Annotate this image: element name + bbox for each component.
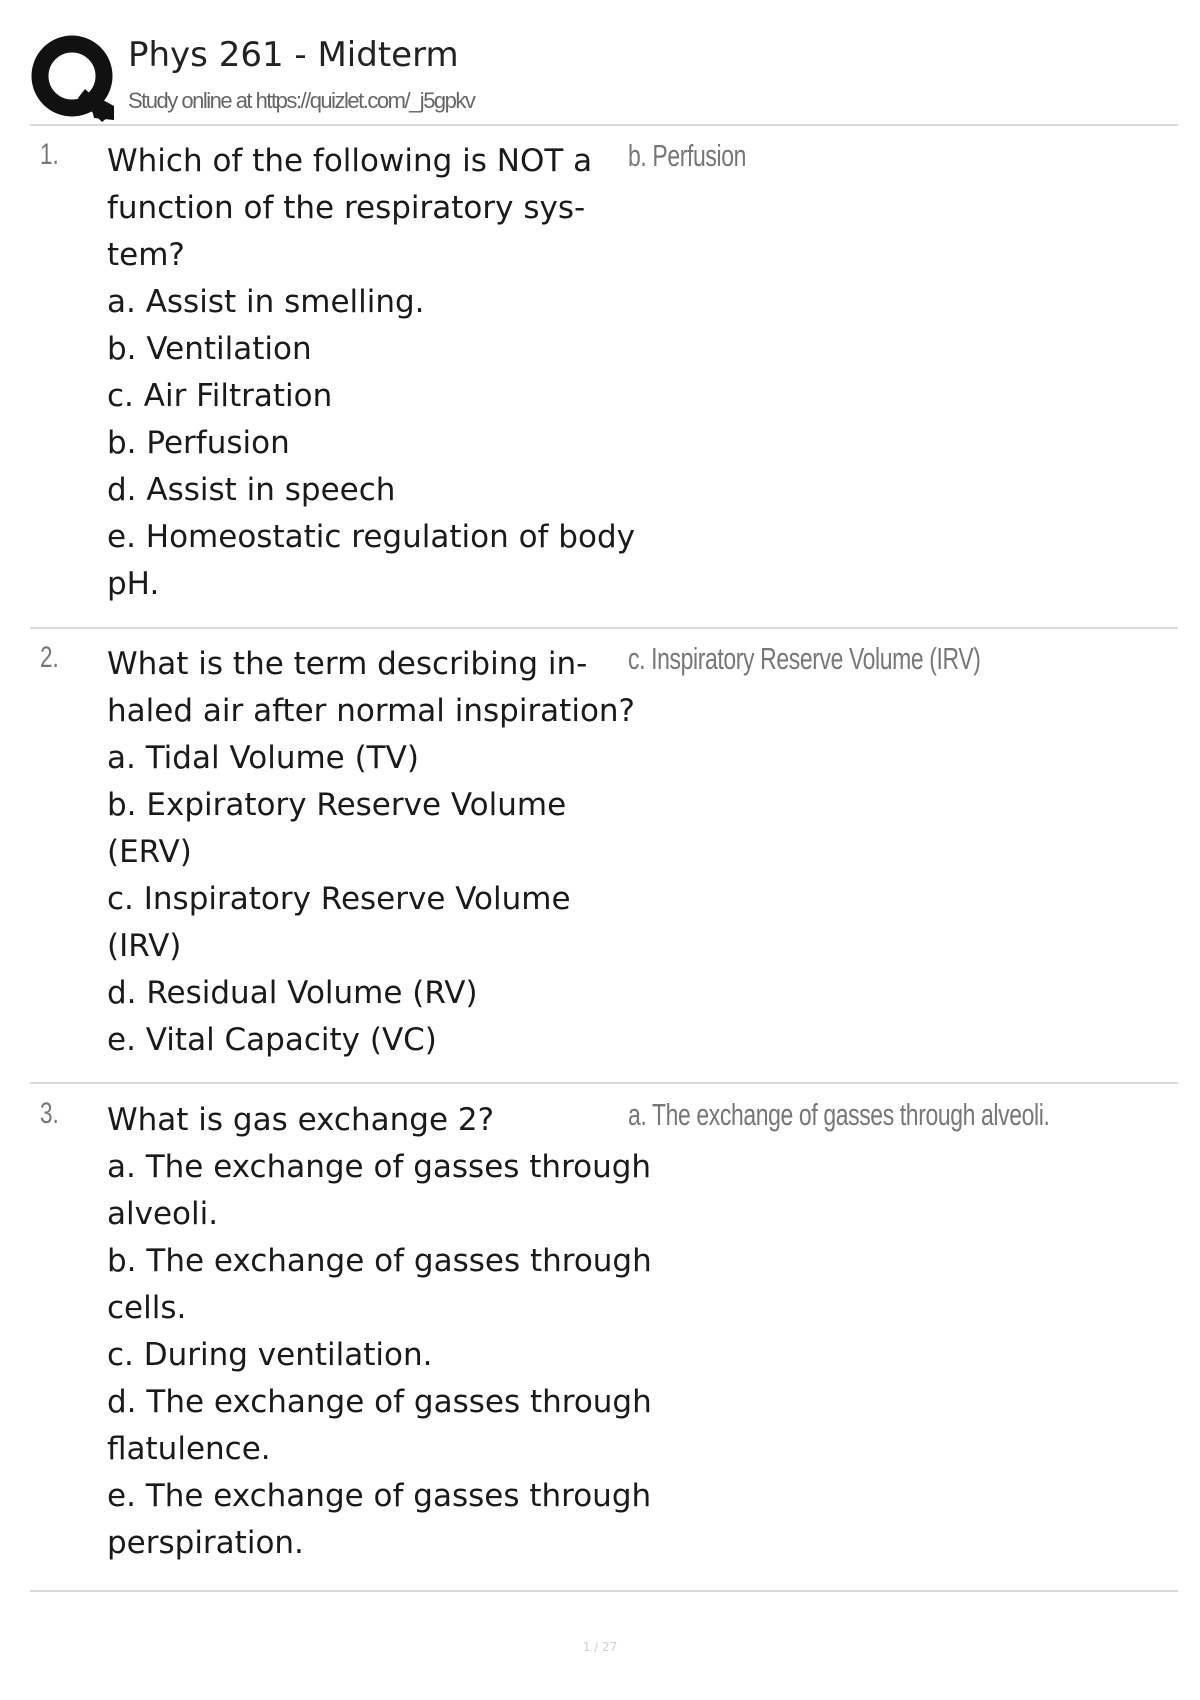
question-line: haled air after normal inspiration?	[107, 693, 636, 729]
question-line: c. During ventilation.	[107, 1337, 433, 1373]
document-title: Phys 261 - Midterm	[128, 35, 459, 75]
question-line: b. Expiratory Reserve Volume	[107, 787, 567, 823]
flashcard	[30, 1097, 1178, 1582]
question-line: (IRV)	[107, 928, 182, 964]
question-line: tem?	[107, 237, 185, 273]
question-line: perspiration.	[107, 1525, 304, 1561]
question-line: e. Vital Capacity (VC)	[107, 1022, 437, 1058]
card-question	[107, 138, 647, 608]
question-line: alveoli.	[107, 1196, 219, 1232]
question-line: a. Assist in smelling.	[107, 284, 425, 320]
question-line: function of the respiratory sys-	[107, 190, 586, 226]
question-line: d. Assist in speech	[107, 472, 396, 508]
divider	[30, 627, 1178, 629]
question-line: What is the term describing in-	[107, 646, 588, 682]
question-line: e. Homeostatic regulation of body	[107, 519, 635, 555]
question-line: d. The exchange of gasses through	[107, 1384, 652, 1420]
question-line: (ERV)	[107, 834, 192, 870]
quizlet-logo-icon	[30, 34, 142, 124]
card-question	[107, 1097, 652, 1567]
question-line: b. Perfusion	[107, 425, 290, 461]
question-line: b. Ventilation	[107, 331, 312, 367]
divider	[30, 1590, 1178, 1592]
flashcard	[30, 641, 1178, 1071]
question-line: d. Residual Volume (RV)	[107, 975, 478, 1011]
question-line: e. The exchange of gasses through	[107, 1478, 652, 1514]
question-line: Which of the following is NOT a	[107, 143, 593, 179]
card-answer: b. Perfusion	[628, 138, 746, 173]
card-number: 3.	[40, 1097, 59, 1130]
page-indicator: 1 / 27	[582, 1640, 618, 1654]
study-online-link[interactable]: Study online at https://quizlet.com/_j5gpkv	[128, 88, 475, 113]
question-line: pH.	[107, 566, 160, 602]
card-question	[107, 641, 647, 1064]
question-line: What is gas exchange 2?	[107, 1102, 495, 1138]
question-line: flatulence.	[107, 1431, 271, 1467]
flashcard	[30, 138, 1178, 620]
card-answer: c. Inspiratory Reserve Volume (IRV)	[628, 641, 981, 676]
divider	[30, 1082, 1178, 1084]
page-header	[30, 30, 1178, 125]
divider	[30, 124, 1178, 126]
card-number: 2.	[40, 641, 59, 674]
question-line: cells.	[107, 1290, 187, 1326]
card-answer: a. The exchange of gasses through alveoli.	[628, 1097, 1050, 1132]
question-line: c. Air Filtration	[107, 378, 333, 414]
question-line: c. Inspiratory Reserve Volume	[107, 881, 571, 917]
question-line: b. The exchange of gasses through	[107, 1243, 652, 1279]
question-line: a. Tidal Volume (TV)	[107, 740, 419, 776]
question-line: a. The exchange of gasses through	[107, 1149, 652, 1185]
card-number: 1.	[40, 138, 59, 171]
